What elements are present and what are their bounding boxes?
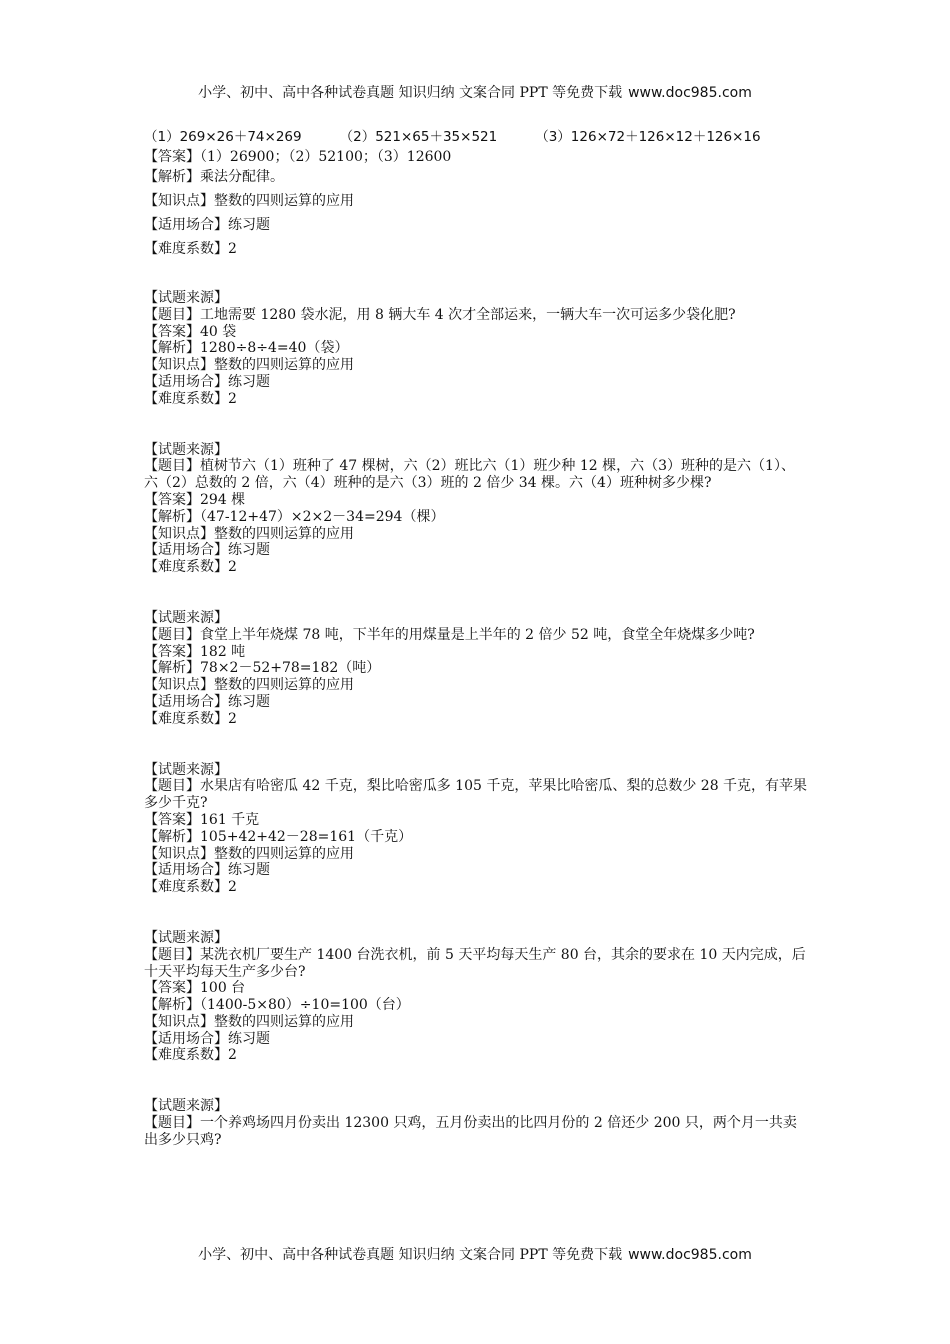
question-block-7 [144, 1098, 808, 1148]
source-line: 【试题来源】 [144, 929, 228, 946]
question-block-1 [144, 128, 808, 258]
source-line: 【试题来源】 [144, 1098, 228, 1115]
difficulty-line: 【难度系数】2 [144, 241, 237, 257]
expression-1: （1）269×26＋74×269 [144, 129, 302, 145]
question-text: 【题目】某洗衣机厂要生产 1400 台洗衣机，前 5 天平均每天生产 80 台，其余的要求在 10 天内完成，后十天平均每天生产多少台? [144, 946, 806, 980]
analysis-line: 【解析】105+42+42－28=161（千克） [144, 828, 413, 845]
page-footer [0, 1246, 950, 1264]
knowledge-line: 【知识点】整数的四则运算的应用 [144, 677, 354, 694]
question-block-3 [144, 442, 808, 576]
question-block-6 [144, 930, 808, 1064]
source-line: 【试题来源】 [144, 609, 228, 626]
answer-line: 【答案】182 吨 [144, 643, 246, 660]
footer-url: www.doc985.com [628, 1247, 752, 1263]
page-header [0, 84, 950, 102]
scene-line: 【适用场合】练习题 [144, 693, 270, 710]
question-text: 【题目】水果店有哈密瓜 42 千克，梨比哈密瓜多 105 千克，苹果比哈密瓜、梨的总数少 28 千克，有苹果多少千克? [144, 778, 808, 812]
knowledge-line: 【知识点】整数的四则运算的应用 [144, 193, 354, 209]
analysis-line: 【解析】（1400-5×80）÷10=100（台） [144, 997, 410, 1014]
analysis-line: 【解析】乘法分配律。 [144, 169, 284, 185]
expression-3: （3）126×72＋126×12＋126×16 [535, 129, 761, 145]
expression-list [144, 128, 808, 146]
difficulty-line: 【难度系数】2 [144, 559, 237, 576]
source-line: 【试题来源】 [144, 761, 228, 778]
header-text: 小学、初中、高中各种试卷真题 知识归纳 文案合同 PPT 等免费下载 [198, 85, 623, 101]
knowledge-line: 【知识点】整数的四则运算的应用 [144, 845, 354, 862]
difficulty-line: 【难度系数】2 [144, 879, 237, 896]
scene-line: 【适用场合】练习题 [144, 217, 270, 233]
question-text: 【题目】食堂上半年烧煤 78 吨，下半年的用煤量是上半年的 2 倍少 52 吨，食堂全年烧煤多少吨? [144, 626, 755, 643]
header-url: www.doc985.com [628, 85, 752, 101]
answer-line: 【答案】（1）26900；（2）52100；（3）12600 [144, 149, 452, 165]
difficulty-line: 【难度系数】2 [144, 710, 237, 727]
difficulty-line: 【难度系数】2 [144, 1047, 237, 1064]
source-line: 【试题来源】 [144, 441, 228, 458]
expression-2: （2）521×65＋35×521 [339, 129, 498, 145]
document-body [144, 128, 808, 1149]
question-text: 【题目】植树节六（1）班种了 47 棵树，六（2）班比六（1）班少种 12 棵，六（3）班种的是六（1）、六（2）总数的 2 倍，六（4）班种的是六（3）班的 2 倍少 34 棵。六（4）班种树多少棵? [144, 458, 795, 492]
scene-line: 【适用场合】练习题 [144, 542, 270, 559]
scene-line: 【适用场合】练习题 [144, 1030, 270, 1047]
knowledge-line: 【知识点】整数的四则运算的应用 [144, 357, 354, 374]
knowledge-line: 【知识点】整数的四则运算的应用 [144, 1013, 354, 1030]
scene-line: 【适用场合】练习题 [144, 373, 270, 390]
analysis-line: 【解析】1280÷8÷4=40（袋） [144, 340, 349, 357]
question-block-4 [144, 610, 808, 728]
answer-line: 【答案】40 袋 [144, 323, 237, 340]
question-text: 【题目】一个养鸡场四月份卖出 12300 只鸡，五月份卖出的比四月份的 2 倍还少 200 只，两个月一共卖出多少只鸡? [144, 1115, 797, 1148]
analysis-line: 【解析】（47-12+47）×2×2－34=294（棵） [144, 508, 445, 525]
footer-text: 小学、初中、高中各种试卷真题 知识归纳 文案合同 PPT 等免费下载 [198, 1247, 623, 1263]
answer-line: 【答案】100 台 [144, 980, 246, 997]
source-line: 【试题来源】 [144, 290, 228, 306]
difficulty-line: 【难度系数】2 [144, 390, 237, 407]
question-text: 【题目】工地需要 1280 袋水泥，用 8 辆大车 4 次才全部运来，一辆大车一次可运多少袋化肥? [144, 306, 736, 323]
knowledge-line: 【知识点】整数的四则运算的应用 [144, 525, 354, 542]
answer-line: 【答案】161 千克 [144, 811, 260, 828]
scene-line: 【适用场合】练习题 [144, 862, 270, 879]
question-block-2 [144, 290, 808, 408]
question-block-5 [144, 762, 808, 896]
analysis-line: 【解析】78×2－52+78=182（吨） [144, 660, 381, 677]
answer-line: 【答案】294 棵 [144, 491, 246, 508]
